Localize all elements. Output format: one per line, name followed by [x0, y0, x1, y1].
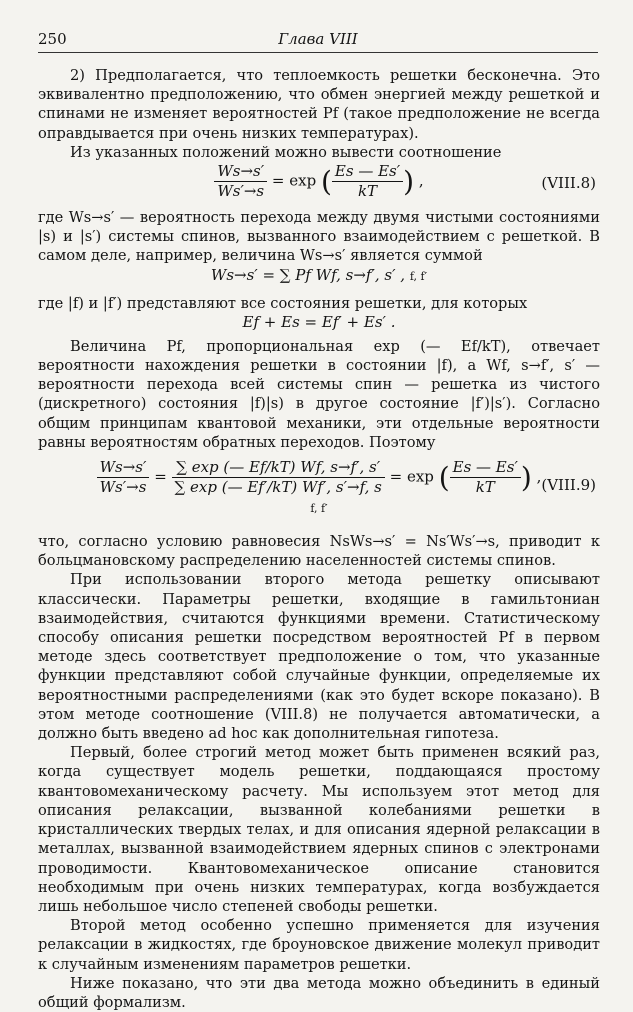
- eq8-equals-exp: = exp: [271, 171, 317, 190]
- paragraph-6: что, согласно условию равновесия NsWs→s′ = Ns′Ws′→s, приводит к больцмановскому распределению населенностей системы спинов.: [38, 533, 600, 570]
- paragraph-7: При использовании второго метода решетку описывают классически. Параметры решетки, входящие в гамильтониан взаимодействия, считаются функциями времени. Статистическому способу описания решетки посредством вероятностей Pf в первом методе здесь соответствует предположение о том, что указанные функции представляют собой случайные функции, определяемые их вероятностными распределениями (как это будет вскоре показано). В этом методе соотношение (VIII.8) не получается автоматически, а должно быть введено ad hoc как дополнительная гипотеза.: [38, 571, 600, 743]
- eq9-rhs-numerator: Es — Es′: [450, 458, 521, 478]
- eq-energy-text: Ef + Es = Ef′ + Es′ .: [242, 312, 396, 331]
- paragraph-1: 2) Предполагается, что теплоемкость решетки бесконечна. Это эквивалентно предположению, что обмен энергией между решеткой и спинами не изменяет вероятностей Pf (такое предположение не всегда оправдывается при очень низких температурах).: [38, 67, 600, 142]
- eq8-lhs-denominator: Ws′→s: [217, 182, 265, 201]
- eq9-lhs-denominator: Ws′→s: [99, 478, 147, 497]
- eq9-tail: ,: [536, 467, 542, 486]
- equation-sum-w: [38, 266, 600, 294]
- paragraph-10: Ниже показано, что эти два метода можно объединить в единый общий формализм.: [38, 974, 600, 1011]
- eq8-lhs-numerator: Ws→s′: [214, 162, 267, 182]
- chapter-title: Глава VIII: [278, 30, 358, 48]
- paragraph-8: Первый, более строгий метод может быть применен всякий раз, когда существует модель решетки, поддающаяся простому квантовомеханическому расчету. Мы используем этот метод для описания релаксации, вызванной колебаниями решетки в кристаллических твердых телах, и для описания ядерной релаксации в металлах, вызванной взаимодействием ядерных спинов с электронами проводимости. Квантовомеханическое описание становится необходимым при очень низких температурах, когда возбуждается лишь небольшое число степеней свободы решетки.: [38, 744, 600, 915]
- eq9-mid-numerator: ∑ exp (— Ef/kT) Wf, s→f′, s′: [172, 458, 385, 478]
- page-number: 250: [38, 30, 67, 48]
- paragraph-5: Величина Pf, пропорциональная exp (— Ef/kT), отвечает вероятности нахождения решетки в состоянии |f), а Wf, s→f′, s′ — вероятности перехода всей системы спин — решетка из чистого (дискретного) состояния |f)|s) в другое состояние |f′)|s′). Согласно общим принципам квантовой механики, эти отдельные вероятности равны вероятностям обратных переходов. Поэтому: [38, 337, 600, 451]
- paragraph-9: Второй метод особенно успешно применяется для изучения релаксации в жидкостях, где броуновское движение молекул приводит к случайным изменениям параметров решетки.: [38, 917, 600, 973]
- eq-sum-w-subscript: f, f′: [409, 269, 428, 283]
- eq9-tag: (VIII.9): [541, 476, 596, 495]
- page-header: [38, 30, 598, 50]
- equation-viii-8: $\frac{Ws\to s'}{Ws'\to s}$ = exp ( $\frac{Es — Es'}{kT}$ ) , (VIII.8): [38, 162, 600, 208]
- eq9-lhs-numerator: Ws→s′: [97, 458, 150, 478]
- eq9-equals-exp: = exp: [389, 467, 434, 486]
- page-body: [38, 66, 600, 1012]
- eq9-rhs-denominator: kT: [475, 478, 495, 497]
- equation-viii-9: $\frac{Ws\to s'}{Ws'\to s}$ = $\frac{\sum \exp (— Ef/kT) Wf, s\to f', s'}{\sum \exp (— Ef'/kT) Wf', s'\to f, s}$ = exp ( $\frac{Es — Es'}{kT}$ ) , f, f′ (VIII.9): [38, 452, 600, 532]
- eq9-mid-denominator: ∑ exp (— Ef′/kT) Wf′, s′→f, s: [174, 478, 382, 497]
- equation-energy-conservation: [38, 313, 600, 337]
- paragraph-4: где |f) и |f′) представляют все состояния решетки, для которых: [38, 294, 528, 312]
- eq9-sum-subscript: f, f′: [310, 502, 328, 516]
- eq8-rhs-denominator: kT: [357, 182, 378, 201]
- eq8-tail: ,: [418, 171, 424, 190]
- eq-sum-w-text: Ws→s′ = ∑ Pf Wf, s→f′, s′ ,: [210, 265, 406, 284]
- header-rule: [38, 52, 598, 53]
- eq8-rhs-numerator: Es — Es′: [332, 162, 403, 182]
- paragraph-3: где Ws→s′ — вероятность перехода между двумя чистыми состояниями |s) и |s′) системы спинов, вызванного взаимодействием с решеткой. В самом деле, например, величина Ws→s′ является суммой: [38, 209, 600, 265]
- paragraph-2: Из указанных положений можно вывести соотношение: [70, 143, 502, 161]
- eq8-tag: (VIII.8): [541, 174, 596, 193]
